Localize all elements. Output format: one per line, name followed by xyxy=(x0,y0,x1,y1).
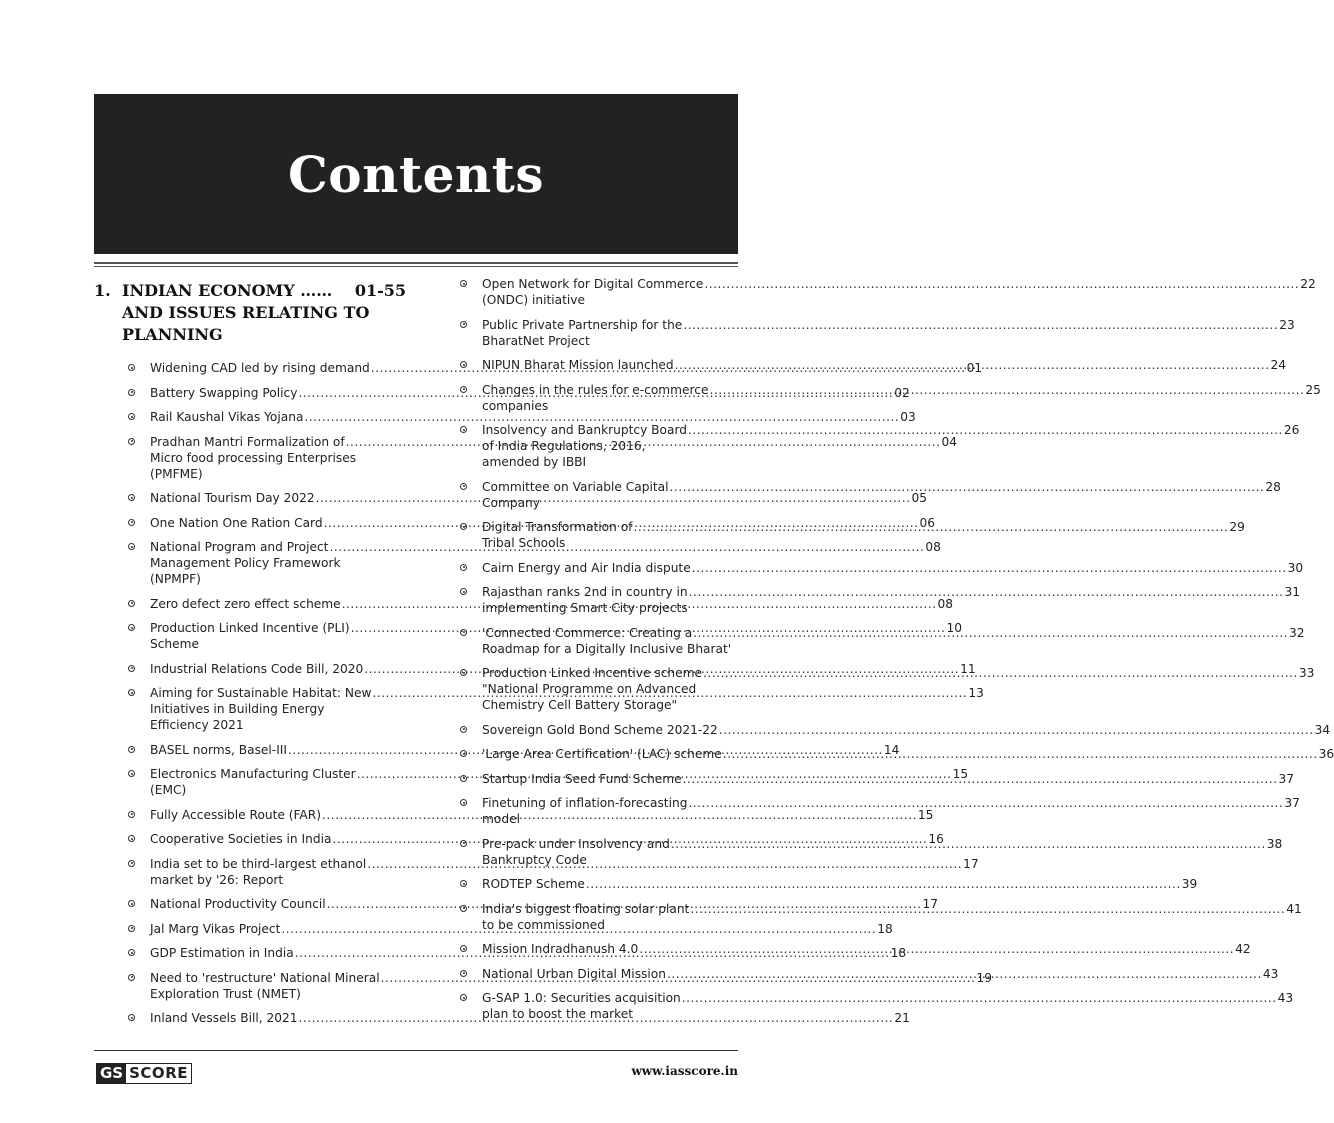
toc-entry-title: Startup India Seed Fund Scheme xyxy=(482,771,682,786)
bullet-icon xyxy=(460,901,482,933)
bullet-icon xyxy=(128,766,150,798)
toc-entry-page: 03 xyxy=(900,410,916,424)
bullet-icon xyxy=(128,742,150,758)
toc-entry-title-continued: (PMFME) xyxy=(150,466,203,481)
bullet-icon xyxy=(128,970,150,1002)
toc-entry-page: 18 xyxy=(877,921,893,936)
dot-leader xyxy=(692,560,1287,576)
toc-entry-title-continued: (NPMPF) xyxy=(150,572,201,586)
dot-leader xyxy=(690,901,1285,917)
bullet-icon xyxy=(460,876,482,892)
toc-entry-title: Sovereign Gold Bond Scheme 2021-22 xyxy=(482,722,718,737)
bullet-icon xyxy=(128,409,150,425)
toc-entry-page: 08 xyxy=(925,540,941,554)
bullet-icon xyxy=(460,382,482,414)
toc-entry-title-continued: Efficiency 2021 xyxy=(150,718,244,732)
dot-leader xyxy=(704,276,1299,292)
toc-entry-page: 01 xyxy=(966,361,983,375)
toc-entry-title: Electronics Manufacturing Cluster xyxy=(150,767,356,781)
dot-leader xyxy=(703,665,1298,681)
bullet-icon xyxy=(128,385,150,401)
toc-entry-page: 15 xyxy=(917,807,934,822)
dot-leader xyxy=(688,422,1283,438)
bullet-icon xyxy=(128,685,150,733)
toc-entry-title-continued: Micro food processing Enterprises xyxy=(150,450,357,465)
website-url[interactable]: www.iasscore.in xyxy=(631,1064,738,1078)
bullet-icon xyxy=(128,896,150,912)
bullet-icon xyxy=(460,276,482,308)
bullet-icon xyxy=(128,515,150,531)
bullet-icon xyxy=(460,941,482,957)
toc-entry-title: Inland Vessels Bill, 2021 xyxy=(150,1011,298,1025)
toc-entry-title: Zero defect zero effect scheme xyxy=(150,596,341,611)
section-title-line: PLANNING xyxy=(122,325,223,344)
toc-entry-title-continued: model xyxy=(482,812,520,826)
section-number: 1. xyxy=(94,281,111,300)
toc-entry-title: Widening CAD led by rising demand xyxy=(150,361,370,375)
bullet-icon xyxy=(128,807,150,823)
toc-entry-title: Digital Transformation of xyxy=(482,520,633,534)
toc-entry-title: Public Private Partnership for the xyxy=(482,317,683,332)
bullet-icon xyxy=(128,360,150,376)
bullet-icon xyxy=(460,722,482,738)
toc-entry-page: 02 xyxy=(894,385,910,400)
toc-entry-title-continued: Exploration Trust (NMET) xyxy=(150,986,301,1001)
bullet-icon xyxy=(128,856,150,888)
toc-entry-title: India's biggest floating solar plant xyxy=(482,901,690,916)
bullet-icon xyxy=(128,539,150,587)
bullet-icon xyxy=(128,1010,150,1026)
toc-entry-title: National Productivity Council xyxy=(150,897,326,911)
toc-entry-page: 14 xyxy=(883,742,900,757)
toc-entry-title: GDP Estimation in India xyxy=(150,946,294,960)
toc-entry-page: 33 xyxy=(1298,666,1315,680)
toc-entry[interactable] xyxy=(460,317,1295,349)
toc-entry-page: 17 xyxy=(922,897,939,911)
toc-entry-title: RODTEP Scheme xyxy=(482,877,585,891)
toc-entry[interactable] xyxy=(128,409,916,425)
toc-entry-title: Committee on Variable Capital xyxy=(482,479,669,494)
toc-entry-page: 18 xyxy=(890,946,907,960)
toc-entry-page: 28 xyxy=(1265,479,1281,494)
toc-entry-title: 'Large Area Certification' (LAC) scheme xyxy=(482,747,722,761)
toc-entry-page: 42 xyxy=(1235,942,1251,956)
toc-entry-title: Pradhan Mantri Formalization of xyxy=(150,434,345,449)
toc-entry-page: 08 xyxy=(937,596,954,611)
dot-leader xyxy=(670,479,1265,495)
toc-entry-page: 37 xyxy=(1284,796,1300,810)
toc-entry-page: 34 xyxy=(1314,722,1331,737)
toc-entry-page: 10 xyxy=(946,621,962,635)
dot-leader xyxy=(671,836,1266,852)
dot-leader xyxy=(689,584,1284,600)
bullet-icon xyxy=(460,625,482,657)
toc-entry-page: 16 xyxy=(928,832,944,846)
toc-entry-page: 25 xyxy=(1305,382,1321,397)
toc-entry-title-continued: to be commissioned xyxy=(482,917,606,932)
bullet-icon xyxy=(460,357,482,373)
toc-entry-title: National Urban Digital Mission xyxy=(482,966,666,981)
logo-score: SCORE xyxy=(126,1064,191,1083)
bullet-icon xyxy=(460,990,482,1022)
toc-entry-title: Cairn Energy and Air India dispute xyxy=(482,560,691,575)
bullet-icon xyxy=(128,661,150,677)
toc-entry-title: BASEL norms, Basel-III xyxy=(150,742,287,757)
toc-entry-page: 23 xyxy=(1279,317,1295,332)
bullet-icon xyxy=(128,921,150,937)
gsscore-logo xyxy=(96,1063,192,1084)
dot-leader xyxy=(693,625,1288,641)
toc-entry-page: 11 xyxy=(960,661,976,676)
toc-entry-page: 15 xyxy=(952,767,969,781)
toc-entry-title: Open Network for Digital Commerce xyxy=(482,277,704,291)
dot-leader xyxy=(683,317,1278,333)
toc-entry-title: Pre-pack under Insolvency and xyxy=(482,836,670,851)
toc-entry-title: Finetuning of inflation-forecasting xyxy=(482,796,688,810)
toc-entry-title: Insolvency and Bankruptcy Board xyxy=(482,423,688,437)
toc-entry-page: 37 xyxy=(1278,771,1295,786)
toc-entry-page: 43 xyxy=(1277,991,1294,1005)
toc-entry-title-continued: Bankruptcy Code xyxy=(482,852,587,867)
toc-entry-page: 30 xyxy=(1287,560,1304,575)
bullet-icon xyxy=(128,434,150,482)
toc-entry-page: 17 xyxy=(963,856,979,871)
toc-entry-title-continued: BharatNet Project xyxy=(482,333,590,348)
toc-entry-title-continued: companies xyxy=(482,398,549,413)
toc-entry-title-continued: of India Regulations, 2016, xyxy=(482,439,646,453)
toc-entry-title-continued: (ONDC) initiative xyxy=(482,293,585,307)
bullet-icon xyxy=(460,317,482,349)
dot-leader xyxy=(682,990,1277,1006)
toc-entry-title: Aiming for Sustainable Habitat: New xyxy=(150,686,372,700)
dot-leader xyxy=(709,382,1304,398)
toc-entry-title: Changes in the rules for e-commerce xyxy=(482,382,709,397)
toc-entry-title-continued: (EMC) xyxy=(150,783,187,797)
toc-entry-title-continued: Scheme xyxy=(150,637,200,651)
toc-entry-title: National Program and Project xyxy=(150,540,329,554)
bullet-icon xyxy=(460,795,482,827)
toc-entry-page: 13 xyxy=(968,686,984,700)
bullet-icon xyxy=(128,831,150,847)
toc-entry-page: 29 xyxy=(1229,520,1245,534)
toc-entry-title-continued: Management Policy Framework xyxy=(150,556,341,570)
toc-entry[interactable] xyxy=(460,876,1198,892)
divider-rule xyxy=(94,262,738,264)
bullet-icon xyxy=(460,746,482,762)
toc-entry-title-continued: Roadmap for a Digitally Inclusive Bharat' xyxy=(482,641,732,656)
toc-entry-title: G-SAP 1.0: Securities acquisition xyxy=(482,991,681,1005)
toc-entry-page: 38 xyxy=(1266,836,1283,851)
bullet-icon xyxy=(128,945,150,961)
toc-entry-title: Industrial Relations Code Bill, 2020 xyxy=(150,661,364,676)
toc-entry-title-continued: amended by IBBI xyxy=(482,455,587,469)
toc-entry-title: Rail Kaushal Vikas Yojana xyxy=(150,410,304,424)
toc-entry-title: Battery Swapping Policy xyxy=(150,385,298,400)
toc-entry-page: 26 xyxy=(1283,423,1300,437)
toc-entry-title: Mission Indradhanush 4.0 xyxy=(482,942,639,956)
toc-entry-title: Jal Marg Vikas Project xyxy=(150,921,281,936)
toc-entry-page: 36 xyxy=(1318,747,1334,761)
toc-entry-page: 19 xyxy=(976,970,992,985)
toc-entry-title: India set to be third-largest ethanol xyxy=(150,856,367,871)
toc-entry-title: Production Linked Incentive (PLI) xyxy=(150,621,350,635)
bullet-icon xyxy=(460,966,482,982)
footer-divider xyxy=(94,1050,738,1051)
bullet-icon xyxy=(460,422,482,470)
toc-entry-title: Need to 'restructure' National Mineral xyxy=(150,970,380,985)
toc-entry-title-continued: market by '26: Report xyxy=(150,872,284,887)
page-title: Contents xyxy=(287,144,544,204)
toc-entry-page: 32 xyxy=(1289,625,1305,640)
toc-entry-page: 41 xyxy=(1286,901,1302,916)
bullet-icon xyxy=(460,479,482,511)
dot-leader xyxy=(633,519,1228,535)
bullet-icon xyxy=(128,490,150,506)
bullet-icon xyxy=(460,836,482,868)
toc-entry-page: 05 xyxy=(911,491,928,505)
toc-entry-title-continued: "National Programme on Advanced xyxy=(482,682,697,696)
dot-leader xyxy=(675,357,1270,373)
bullet-icon xyxy=(460,584,482,616)
toc-entry-title-continued: implementing Smart City projects xyxy=(482,601,688,615)
bullet-icon xyxy=(128,596,150,612)
contents-banner xyxy=(94,94,738,254)
toc-entry-title: Cooperative Societies in India xyxy=(150,832,332,846)
toc-entry-title: National Tourism Day 2022 xyxy=(150,491,315,505)
bullet-icon xyxy=(128,620,150,652)
dot-leader xyxy=(688,795,1283,811)
bullet-icon xyxy=(460,519,482,551)
dot-leader xyxy=(723,746,1318,762)
toc-entry-page: 31 xyxy=(1284,585,1300,599)
section-heading xyxy=(94,280,406,346)
toc-entry-page: 06 xyxy=(919,515,935,530)
toc-entry[interactable] xyxy=(460,276,1316,308)
toc-entry-title: NIPUN Bharat Mission launched xyxy=(482,358,674,372)
section-pages: 01-55 xyxy=(354,281,406,300)
bullet-icon xyxy=(460,771,482,787)
dot-leader xyxy=(586,876,1181,892)
dot-leader xyxy=(639,941,1234,957)
toc-entry-title: 'Connected Commerce: Creating a xyxy=(482,625,693,640)
toc-entry-title-continued: Company xyxy=(482,495,540,510)
logo-gs: GS xyxy=(97,1064,126,1083)
toc-entry-page: 43 xyxy=(1262,966,1279,981)
toc-entry[interactable] xyxy=(460,722,1331,738)
dot-leader xyxy=(683,771,1278,787)
toc-entry-page: 24 xyxy=(1270,358,1287,372)
divider-rule-thin xyxy=(94,266,738,267)
section-title-line: AND ISSUES RELATING TO xyxy=(122,303,370,322)
toc-entry-title-continued: Chemistry Cell Battery Storage" xyxy=(482,698,678,712)
bullet-icon xyxy=(460,560,482,576)
toc-entry-title: One Nation One Ration Card xyxy=(150,515,323,530)
toc-entry[interactable] xyxy=(460,560,1304,576)
toc-entry-title: Rajasthan ranks 2nd in country in xyxy=(482,585,688,599)
toc-entry-page: 22 xyxy=(1300,277,1316,291)
bullet-icon xyxy=(460,665,482,713)
section-title-line: INDIAN ECONOMY …… xyxy=(122,281,333,300)
toc-entry-title: Fully Accessible Route (FAR) xyxy=(150,807,321,822)
dot-leader xyxy=(667,966,1262,982)
toc-entry-page: 39 xyxy=(1181,877,1198,891)
toc-entry-page: 04 xyxy=(941,434,958,449)
toc-entry-page: 21 xyxy=(894,1011,910,1025)
toc-entry-title-continued: Initiatives in Building Energy xyxy=(150,702,325,716)
toc-entry-title: Production Linked Incentive scheme xyxy=(482,666,702,680)
toc-entry-title-continued: plan to boost the market xyxy=(482,1007,634,1021)
dot-leader xyxy=(719,722,1314,738)
toc-entry-title-continued: Tribal Schools xyxy=(482,536,566,550)
